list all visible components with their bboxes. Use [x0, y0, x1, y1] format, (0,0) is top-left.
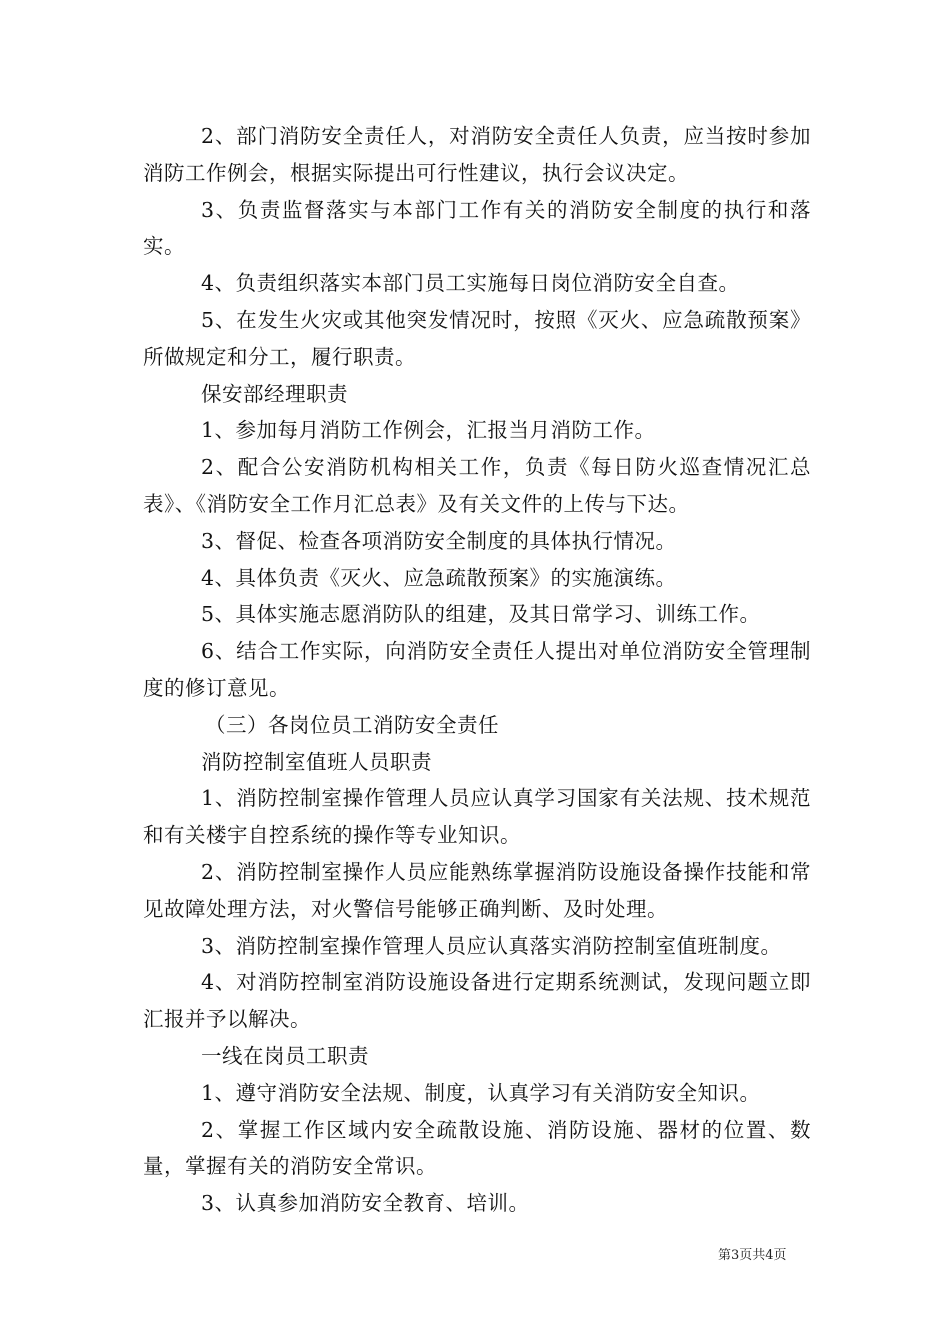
paragraph: 1、消防控制室操作管理人员应认真学习国家有关法规、技术规范和有关楼宇自控系统的操作等专业知识。 [143, 786, 811, 848]
paragraph: 4、负责组织落实本部门员工实施每日岗位消防安全自查。 [201, 271, 740, 296]
paragraph: 3、消防控制室操作管理人员应认真落实消防控制室值班制度。 [201, 933, 782, 958]
section-heading: 一线在岗员工职责 [201, 1043, 369, 1068]
paragraph: 2、掌握工作区域内安全疏散设施、消防设施、器材的位置、数量，掌握有关的消防安全常识。 [143, 1117, 811, 1179]
section-heading: 消防控制室值班人员职责 [201, 749, 432, 774]
paragraph: 3、负责监督落实与本部门工作有关的消防安全制度的执行和落实。 [143, 197, 811, 259]
page-number: 第3页共4页 [718, 1248, 787, 1263]
paragraph: 3、认真参加消防安全教育、培训。 [201, 1191, 530, 1216]
paragraph: 6、结合工作实际，向消防安全责任人提出对单位消防安全管理制度的修订意见。 [143, 639, 811, 700]
document-body [143, 118, 811, 1222]
section-heading: （三）各岗位员工消防安全责任 [205, 712, 499, 737]
paragraph: 2、部门消防安全责任人，对消防安全责任人负责，应当按时参加消防工作例会，根据实际提出可行性建议，执行会议决定。 [143, 124, 811, 185]
paragraph: 1、参加每月消防工作例会，汇报当月消防工作。 [201, 418, 656, 443]
paragraph: 1、遵守消防安全法规、制度，认真学习有关消防安全知识。 [201, 1080, 761, 1105]
paragraph: 5、具体实施志愿消防队的组建，及其日常学习、训练工作。 [201, 602, 761, 627]
paragraph: 3、督促、检查各项消防安全制度的具体执行情况。 [201, 528, 677, 553]
paragraph: 5、在发生火灾或其他突发情况时，按照《灭火、应急疏散预案》所做规定和分工，履行职责。 [143, 307, 811, 369]
section-heading: 保安部经理职责 [201, 381, 348, 406]
paragraph: 4、具体负责《灭火、应急疏散预案》的实施演练。 [201, 565, 677, 590]
paragraph: 4、对消防控制室消防设施设备进行定期系统测试，发现问题立即汇报并予以解决。 [143, 970, 811, 1032]
paragraph: 2、消防控制室操作人员应能熟练掌握消防设施设备操作技能和常见故障处理方法，对火警信号能够正确判断、及时处理。 [143, 859, 811, 921]
paragraph: 2、配合公安消防机构相关工作，负责《每日防火巡查情况汇总表》、《消防安全工作月汇总表》及有关文件的上传与下达。 [143, 455, 811, 516]
